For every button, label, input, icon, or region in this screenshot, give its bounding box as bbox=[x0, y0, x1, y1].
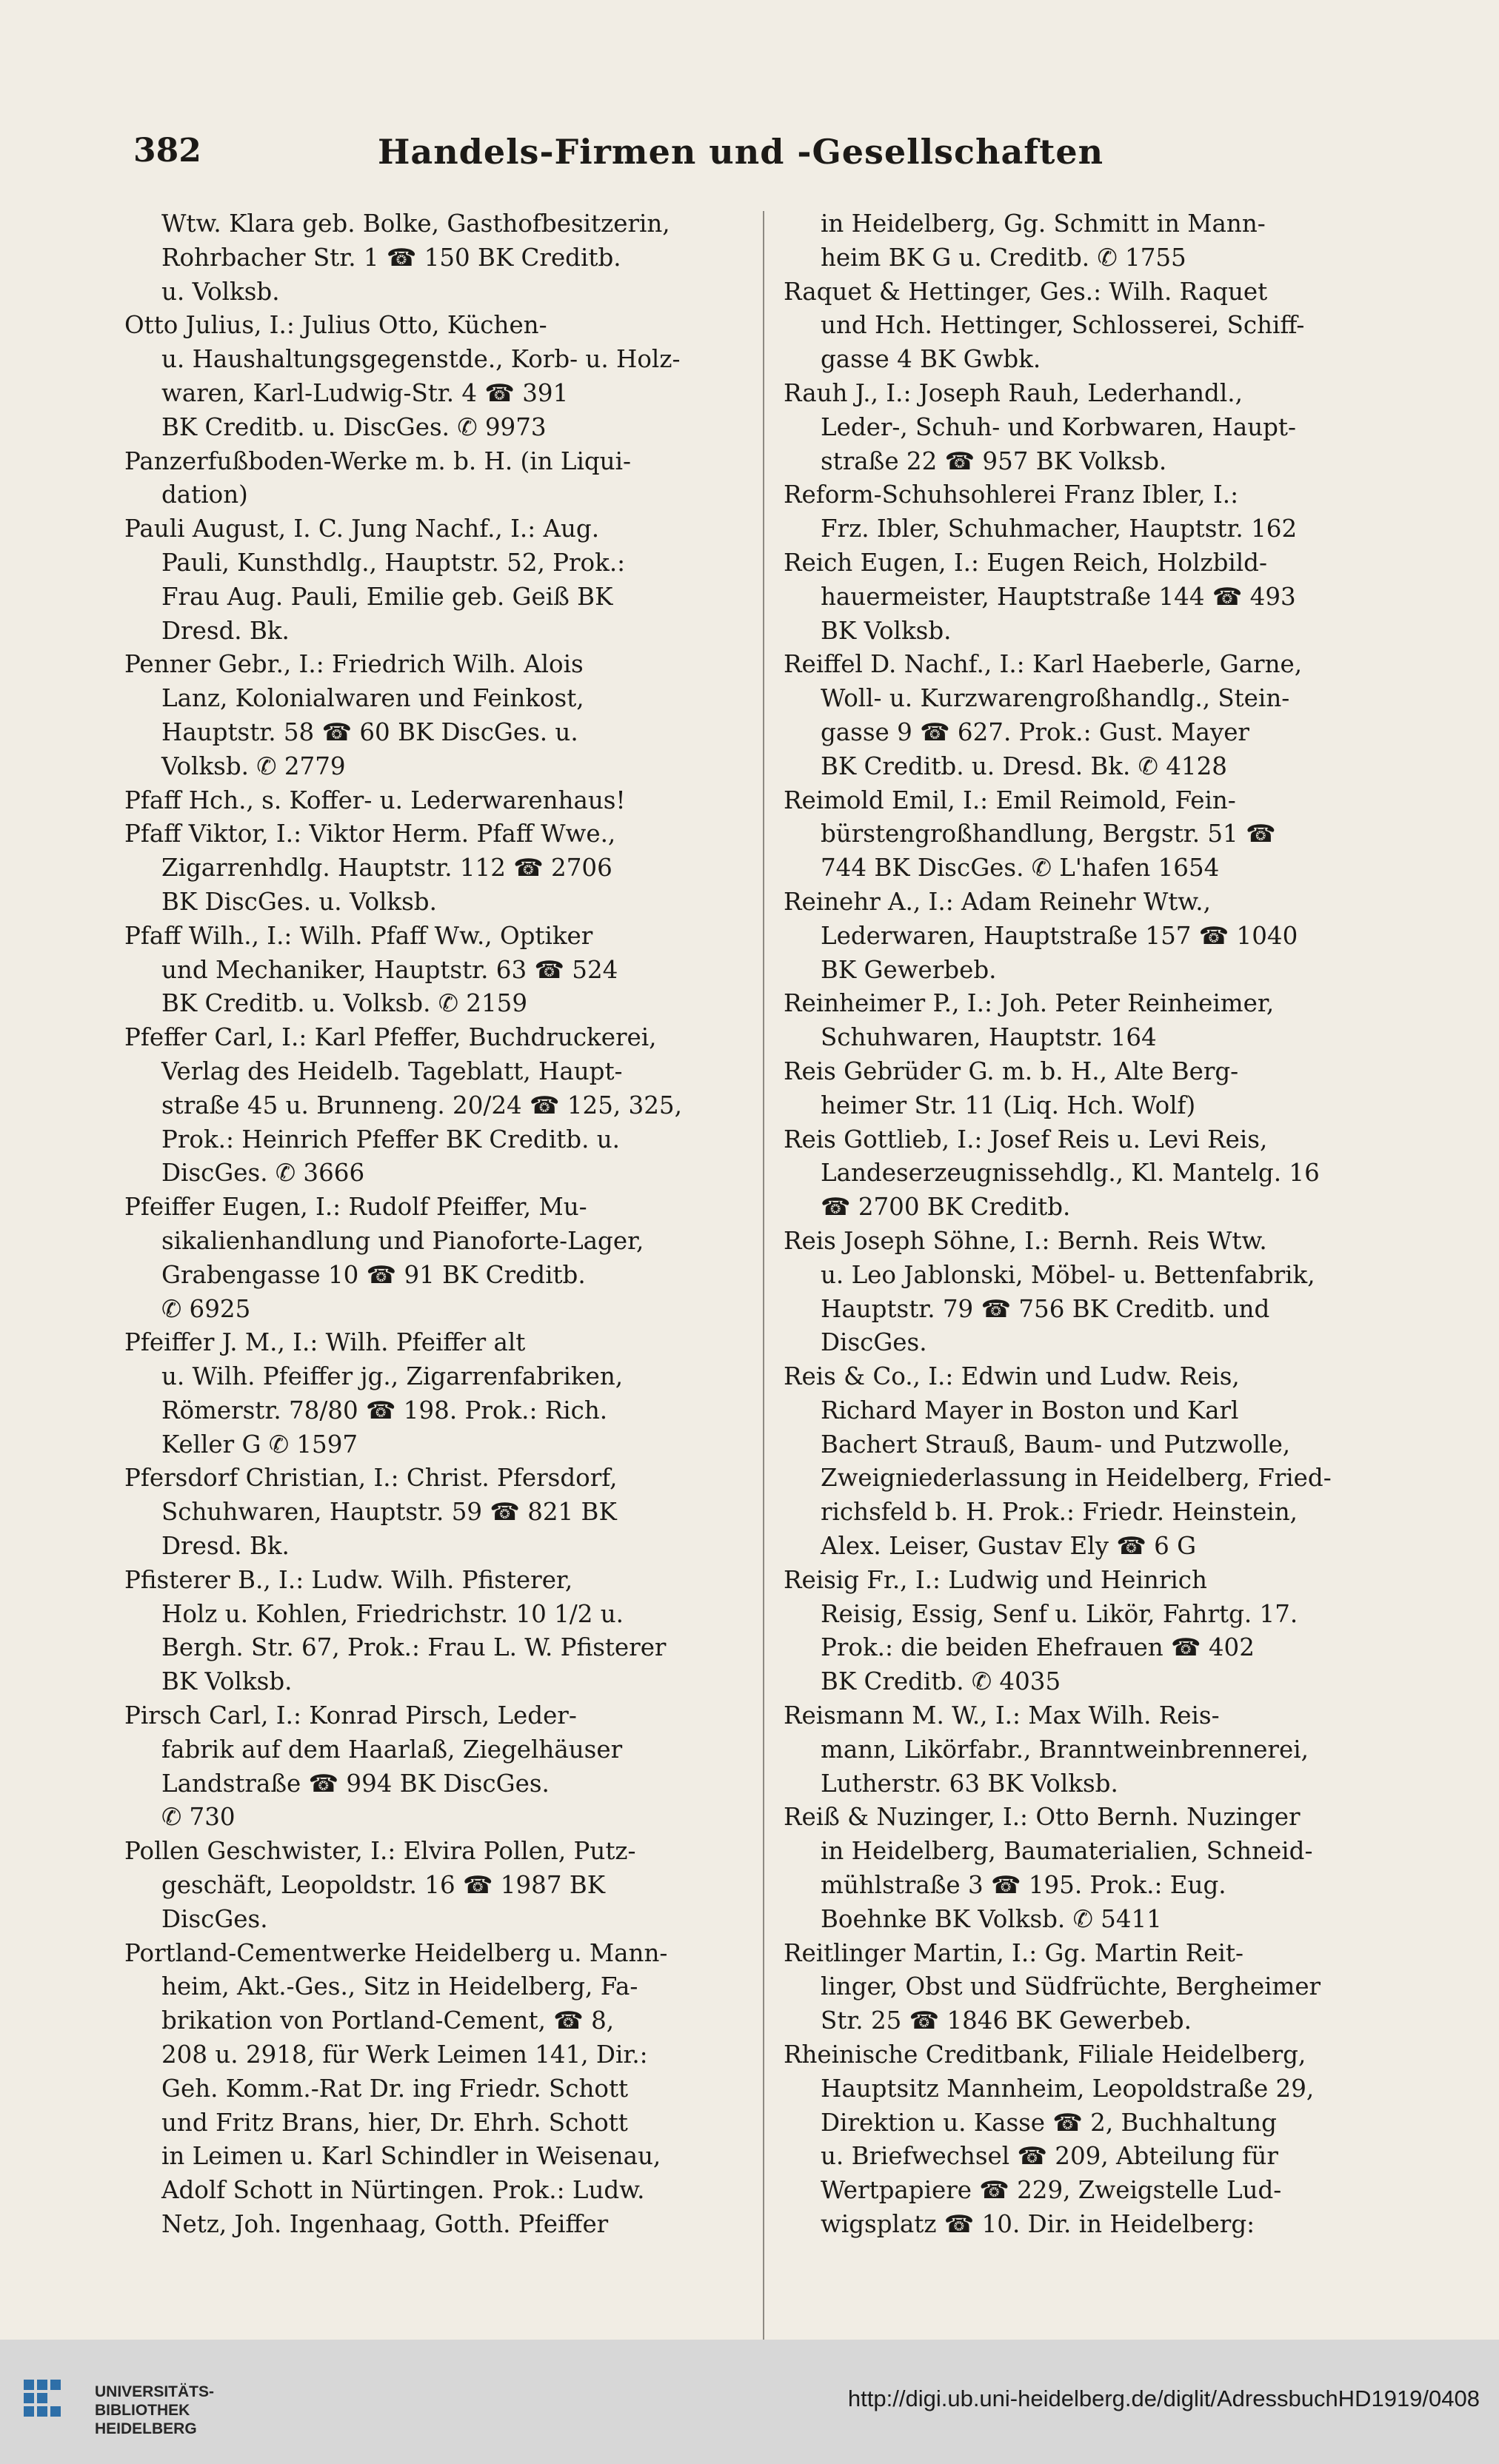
page-header bbox=[111, 118, 1370, 178]
entry-line: Wtw. Klara geb. Bolke, Gasthofbesitzerin, bbox=[161, 210, 670, 238]
entry-line: Schuhwaren, Hauptstr. 59 ☎ 821 BK bbox=[161, 1498, 617, 1527]
entry-line: Bachert Strauß, Baum- und Putzwolle, bbox=[821, 1430, 1291, 1459]
entry-line: u. Volksb. bbox=[161, 277, 280, 306]
entry-line: Geh. Komm.-Rat Dr. ing Friedr. Schott bbox=[161, 2074, 629, 2103]
entry-line: DiscGes. bbox=[821, 1328, 927, 1357]
right-column bbox=[784, 207, 1420, 2242]
entry-line: Reis Gebrüder G. m. b. H., Alte Berg- bbox=[784, 1057, 1239, 1085]
entry-line: wigsplatz ☎ 10. Dir. in Heidelberg: bbox=[821, 2210, 1255, 2239]
library-logo bbox=[19, 2372, 256, 2443]
entry-line: Prok.: die beiden Ehefrauen ☎ 402 bbox=[821, 1633, 1255, 1662]
entry-line: Rheinische Creditbank, Filiale Heidelberg, bbox=[784, 2040, 1306, 2069]
footer-bar bbox=[0, 2340, 1499, 2464]
entry-line: gasse 9 ☎ 627. Prok.: Gust. Mayer bbox=[821, 717, 1249, 746]
left-column bbox=[124, 207, 761, 2242]
entry-line: Reis Joseph Söhne, I.: Bernh. Reis Wtw. bbox=[784, 1226, 1267, 1255]
entry-line: Reisig, Essig, Senf u. Likör, Fahrtg. 17. bbox=[821, 1599, 1298, 1628]
column-divider bbox=[763, 211, 764, 2395]
entry-line: Reiffel D. Nachf., I.: Karl Haeberle, Garne, bbox=[784, 650, 1303, 679]
entry-line: Lutherstr. 63 BK Volksb. bbox=[821, 1769, 1118, 1798]
entry-line: Pfisterer B., I.: Ludw. Wilh. Pfisterer, bbox=[124, 1565, 573, 1594]
entry-line: Landeserzeugnissehdlg., Kl. Mantelg. 16 bbox=[821, 1159, 1320, 1188]
entry-line: BK Creditb. u. Volksb. ✆ 2159 bbox=[161, 989, 528, 1018]
entry-line: BK Creditb. ✆ 4035 bbox=[821, 1667, 1061, 1696]
entry-line: Reich Eugen, I.: Eugen Reich, Holzbild- bbox=[784, 548, 1267, 577]
entry-line: Boehnke BK Volksb. ✆ 5411 bbox=[821, 1904, 1162, 1933]
entry-line: Frz. Ibler, Schuhmacher, Hauptstr. 162 bbox=[821, 515, 1298, 543]
entry-line: Frau Aug. Pauli, Emilie geb. Geiß BK bbox=[161, 582, 613, 611]
entry-line: Lederwaren, Hauptstraße 157 ☎ 1040 bbox=[821, 921, 1298, 950]
entry-line: in Leimen u. Karl Schindler in Weisenau, bbox=[161, 2142, 661, 2171]
entry-line: DiscGes. bbox=[161, 1904, 268, 1933]
entry-line: geschäft, Leopoldstr. 16 ☎ 1987 BK bbox=[161, 1871, 605, 1900]
entry-line: BK Gewerbeb. bbox=[821, 955, 997, 984]
library-logo-icon bbox=[19, 2372, 83, 2436]
entry-line: Pfeiffer Eugen, I.: Rudolf Pfeiffer, Mu- bbox=[124, 1193, 587, 1222]
entry-line: Pauli, Kunsthdlg., Hauptstr. 52, Prok.: bbox=[161, 548, 626, 577]
entry-line: Woll- u. Kurzwarengroßhandlg., Stein- bbox=[821, 684, 1290, 713]
logo-line: HEIDELBERG bbox=[95, 2420, 197, 2437]
entry-line: ☎ 2700 BK Creditb. bbox=[821, 1193, 1071, 1222]
entry-line: Reis & Co., I.: Edwin und Ludw. Reis, bbox=[784, 1362, 1240, 1391]
entry-line: Bergh. Str. 67, Prok.: Frau L. W. Pfisterer bbox=[161, 1633, 667, 1662]
entry-line: Leder-, Schuh- und Korbwaren, Haupt- bbox=[821, 412, 1296, 441]
source-url[interactable]: http://digi.ub.uni-heidelberg.de/diglit/AdressbuchHD1919/0408 bbox=[847, 2386, 1480, 2411]
entry-line: Pfeffer Carl, I.: Karl Pfeffer, Buchdruckerei, bbox=[124, 1023, 657, 1052]
entry-line: Pfaff Hch., s. Koffer- u. Lederwarenhaus! bbox=[124, 786, 626, 814]
entry-line: und Fritz Brans, hier, Dr. Ehrh. Schott bbox=[161, 2108, 628, 2137]
entry-line: waren, Karl-Ludwig-Str. 4 ☎ 391 bbox=[161, 378, 569, 407]
entry-line: Raquet & Hettinger, Ges.: Wilh. Raquet bbox=[784, 277, 1268, 306]
entry-line: und Mechaniker, Hauptstr. 63 ☎ 524 bbox=[161, 955, 618, 984]
entry-line: Rohrbacher Str. 1 ☎ 150 BK Creditb. bbox=[161, 243, 621, 272]
entry-line: straße 22 ☎ 957 BK Volksb. bbox=[821, 446, 1167, 475]
page-number: 382 bbox=[133, 132, 201, 170]
entry-line: Pfeiffer J. M., I.: Wilh. Pfeiffer alt bbox=[124, 1328, 526, 1357]
entry-line: Volksb. ✆ 2779 bbox=[161, 751, 346, 780]
entry-line: ✆ 6925 bbox=[161, 1294, 251, 1323]
entry-line: Richard Mayer in Boston und Karl bbox=[821, 1396, 1239, 1424]
entry-line: Panzerfußboden-Werke m. b. H. (in Liqui- bbox=[124, 446, 631, 475]
entry-line: heim BK G u. Creditb. ✆ 1755 bbox=[821, 243, 1186, 272]
entry-line: Direktion u. Kasse ☎ 2, Buchhaltung bbox=[821, 2108, 1277, 2137]
entry-line: in Heidelberg, Baumaterialien, Schneid- bbox=[821, 1837, 1313, 1866]
entry-line: BK Creditb. u. Dresd. Bk. ✆ 4128 bbox=[821, 751, 1227, 780]
library-logo-text bbox=[95, 2383, 214, 2438]
entry-line: Reimold Emil, I.: Emil Reimold, Fein- bbox=[784, 786, 1236, 814]
entry-line: straße 45 u. Brunneng. 20/24 ☎ 125, 325, bbox=[161, 1091, 682, 1119]
entry-line: gasse 4 BK Gwbk. bbox=[821, 345, 1041, 374]
entry-line: Netz, Joh. Ingenhaag, Gotth. Pfeiffer bbox=[161, 2210, 609, 2239]
entry-line: Wertpapiere ☎ 229, Zweigstelle Lud- bbox=[821, 2176, 1282, 2205]
entry-line: heimer Str. 11 (Liq. Hch. Wolf) bbox=[821, 1091, 1196, 1119]
entry-line: Hauptsitz Mannheim, Leopoldstraße 29, bbox=[821, 2074, 1315, 2103]
entry-line: Römerstr. 78/80 ☎ 198. Prok.: Rich. bbox=[161, 1396, 608, 1424]
entry-line: brikation von Portland-Cement, ☎ 8, bbox=[161, 2006, 615, 2035]
entry-line: mühlstraße 3 ☎ 195. Prok.: Eug. bbox=[821, 1871, 1226, 1900]
entry-line: Alex. Leiser, Gustav Ely ☎ 6 G bbox=[821, 1532, 1197, 1561]
entry-line: Lanz, Kolonialwaren und Feinkost, bbox=[161, 684, 584, 713]
entry-line: Reinehr A., I.: Adam Reinehr Wtw., bbox=[784, 887, 1211, 916]
entry-line: 208 u. 2918, für Werk Leimen 141, Dir.: bbox=[161, 2040, 648, 2069]
entry-line: Zigarrenhdlg. Hauptstr. 112 ☎ 2706 bbox=[161, 854, 612, 883]
entry-line: Pfaff Viktor, I.: Viktor Herm. Pfaff Wwe., bbox=[124, 820, 616, 848]
entry-line: Pfersdorf Christian, I.: Christ. Pfersdorf, bbox=[124, 1464, 618, 1493]
entry-line: u. Briefwechsel ☎ 209, Abteilung für bbox=[821, 2142, 1278, 2171]
running-title: Handels-Firmen und -Gesellschaften bbox=[377, 132, 1104, 172]
entry-line: BK DiscGes. u. Volksb. bbox=[161, 887, 437, 916]
entry-line: Reisig Fr., I.: Ludwig und Heinrich bbox=[784, 1565, 1207, 1594]
entry-line: Penner Gebr., I.: Friedrich Wilh. Alois bbox=[124, 650, 584, 679]
entry-line: Landstraße ☎ 994 BK DiscGes. bbox=[161, 1769, 550, 1798]
entry-line: Reform-Schuhsohlerei Franz Ibler, I.: bbox=[784, 481, 1239, 509]
entry-line: sikalienhandlung und Pianoforte-Lager, bbox=[161, 1226, 644, 1255]
entry-line: Schuhwaren, Hauptstr. 164 bbox=[821, 1023, 1157, 1052]
entry-line: Holz u. Kohlen, Friedrichstr. 10 1/2 u. bbox=[161, 1599, 624, 1628]
entry-line: Pauli August, I. C. Jung Nachf., I.: Aug. bbox=[124, 515, 600, 543]
entry-line: Pollen Geschwister, I.: Elvira Pollen, Putz- bbox=[124, 1837, 636, 1866]
entry-line: Hauptstr. 58 ☎ 60 BK DiscGes. u. bbox=[161, 717, 578, 746]
entry-line: in Heidelberg, Gg. Schmitt in Mann- bbox=[821, 210, 1266, 238]
logo-line: BIBLIOTHEK bbox=[95, 2402, 190, 2419]
entry-line: Reis Gottlieb, I.: Josef Reis u. Levi Reis, bbox=[784, 1125, 1268, 1154]
entry-line: Reinheimer P., I.: Joh. Peter Reinheimer, bbox=[784, 989, 1275, 1018]
entry-line: hauermeister, Hauptstraße 144 ☎ 493 bbox=[821, 582, 1296, 611]
entry-line: Dresd. Bk. bbox=[161, 1532, 290, 1561]
entry-line: Keller G ✆ 1597 bbox=[161, 1430, 358, 1459]
entry-line: DiscGes. ✆ 3666 bbox=[161, 1159, 365, 1188]
entry-line: dation) bbox=[161, 481, 248, 509]
entry-line: Str. 25 ☎ 1846 BK Gewerbeb. bbox=[821, 2006, 1192, 2035]
entry-line: und Hch. Hettinger, Schlosserei, Schiff- bbox=[821, 311, 1305, 340]
entry-line: Zweigniederlassung in Heidelberg, Fried- bbox=[821, 1464, 1332, 1493]
entry-line: Adolf Schott in Nürtingen. Prok.: Ludw. bbox=[161, 2176, 645, 2205]
entry-line: Rauh J., I.: Joseph Rauh, Lederhandl., bbox=[784, 378, 1243, 407]
entry-line: BK Volksb. bbox=[821, 616, 952, 645]
logo-line: UNIVERSITÄTS- bbox=[95, 2383, 215, 2400]
entry-line: 744 BK DiscGes. ✆ L'hafen 1654 bbox=[821, 854, 1220, 883]
entry-line: Dresd. Bk. bbox=[161, 616, 290, 645]
entry-line: mann, Likörfabr., Branntweinbrennerei, bbox=[821, 1735, 1309, 1764]
entry-line: richsfeld b. H. Prok.: Friedr. Heinstein, bbox=[821, 1498, 1298, 1527]
entry-line: linger, Obst und Südfrüchte, Bergheimer bbox=[821, 1972, 1321, 2001]
entry-line: bürstengroßhandlung, Bergstr. 51 ☎ bbox=[821, 820, 1276, 848]
entry-line: fabrik auf dem Haarlaß, Ziegelhäuser bbox=[161, 1735, 623, 1764]
entry-line: Pirsch Carl, I.: Konrad Pirsch, Leder- bbox=[124, 1701, 577, 1730]
entry-line: Verlag des Heidelb. Tageblatt, Haupt- bbox=[161, 1057, 623, 1085]
entry-line: Grabengasse 10 ☎ 91 BK Creditb. bbox=[161, 1260, 586, 1289]
entry-line: u. Leo Jablonski, Möbel- u. Bettenfabrik, bbox=[821, 1260, 1315, 1289]
entry-line: Reitlinger Martin, I.: Gg. Martin Reit- bbox=[784, 1938, 1243, 1967]
entry-line: u. Wilh. Pfeiffer jg., Zigarrenfabriken, bbox=[161, 1362, 624, 1391]
entry-line: u. Haushaltungsgegenstde., Korb- u. Holz- bbox=[161, 345, 681, 374]
entry-line: Reiß & Nuzinger, I.: Otto Bernh. Nuzinger bbox=[784, 1803, 1301, 1832]
entry-line: BK Creditb. u. DiscGes. ✆ 9973 bbox=[161, 412, 547, 441]
entry-line: Pfaff Wilh., I.: Wilh. Pfaff Ww., Optiker bbox=[124, 921, 593, 950]
entry-line: Otto Julius, I.: Julius Otto, Küchen- bbox=[124, 311, 547, 340]
entry-line: Prok.: Heinrich Pfeffer BK Creditb. u. bbox=[161, 1125, 621, 1154]
entry-line: Reismann M. W., I.: Max Wilh. Reis- bbox=[784, 1701, 1220, 1730]
entry-line: Hauptstr. 79 ☎ 756 BK Creditb. und bbox=[821, 1294, 1270, 1323]
entry-line: Portland-Cementwerke Heidelberg u. Mann- bbox=[124, 1938, 668, 1967]
entry-line: ✆ 730 bbox=[161, 1803, 236, 1832]
entry-line: heim, Akt.-Ges., Sitz in Heidelberg, Fa- bbox=[161, 1972, 638, 2001]
entry-line: BK Volksb. bbox=[161, 1667, 293, 1696]
